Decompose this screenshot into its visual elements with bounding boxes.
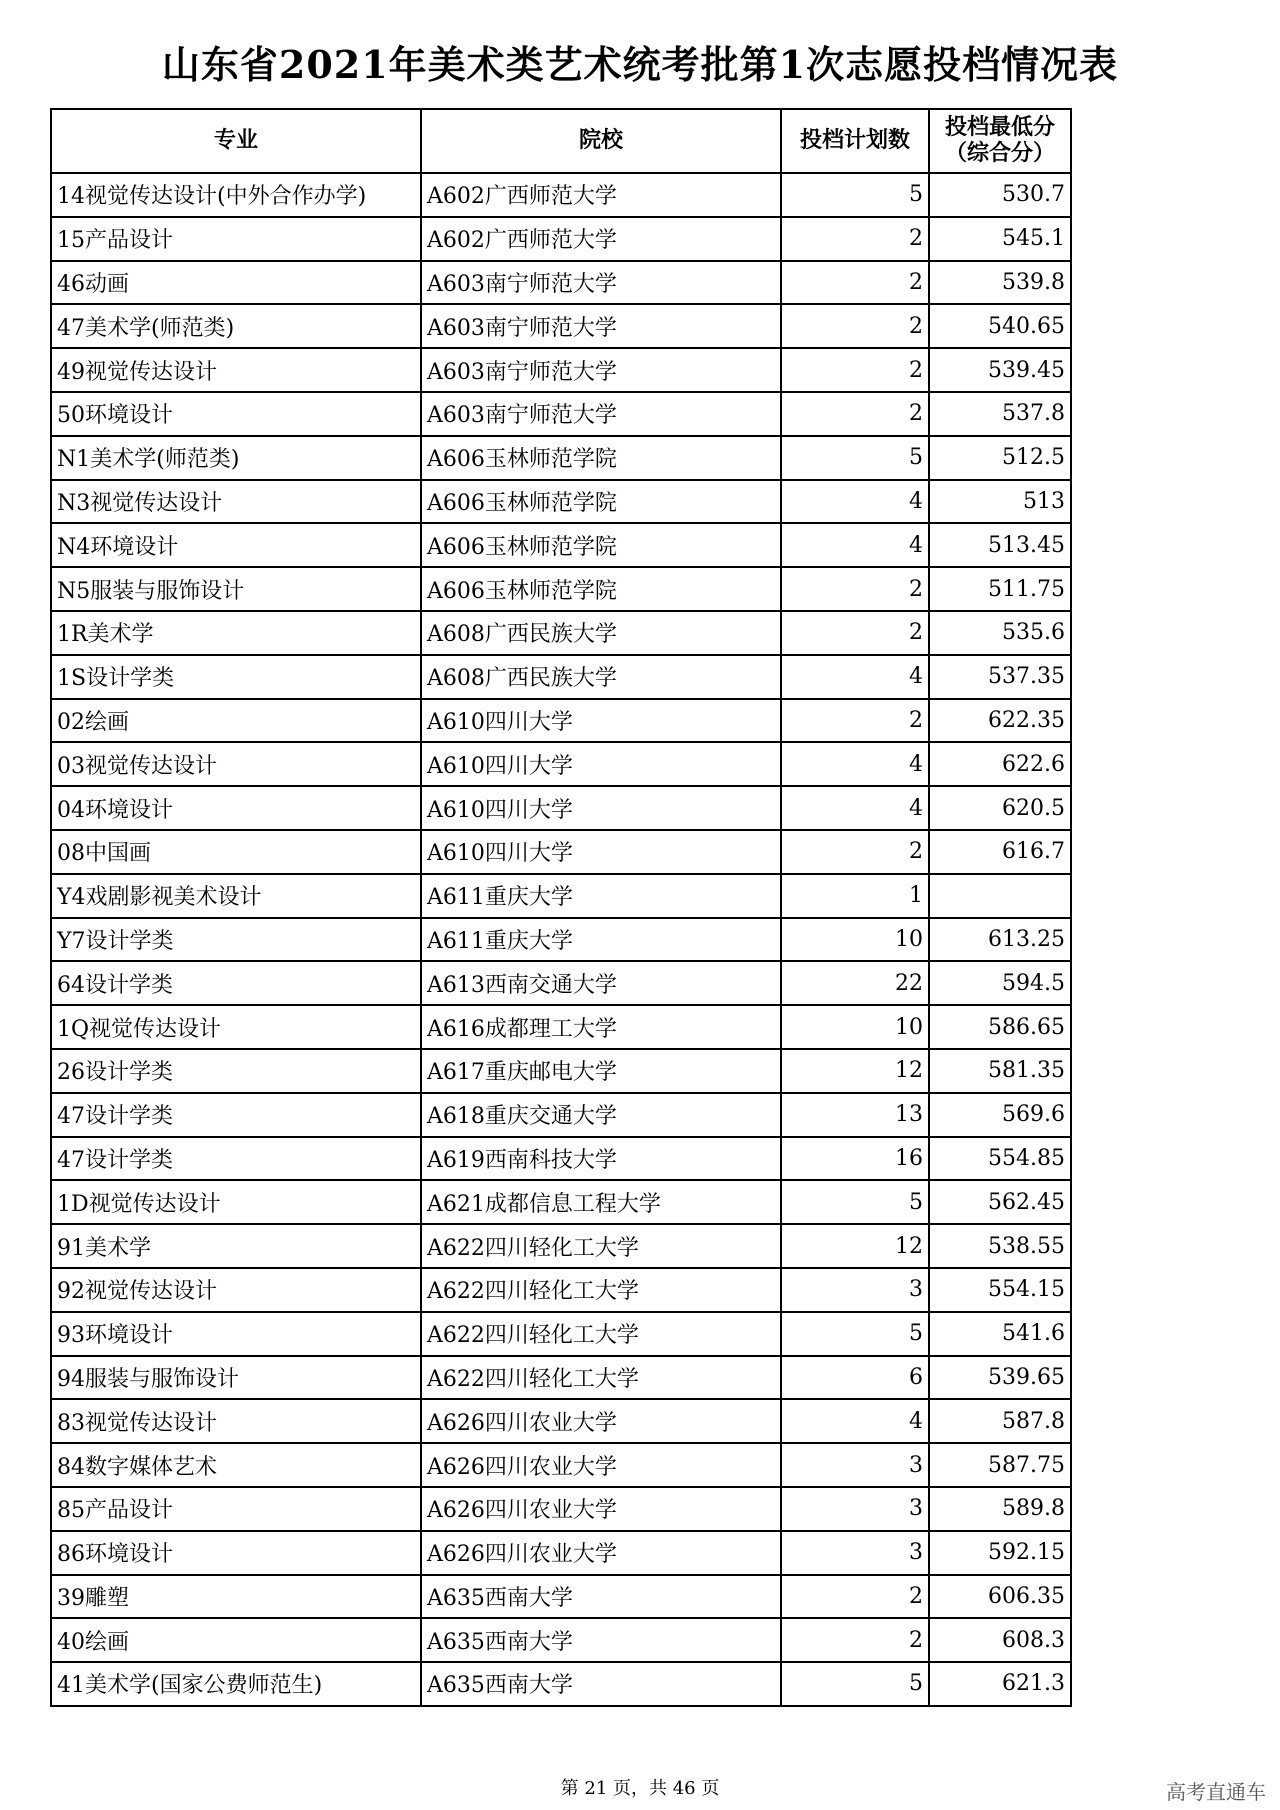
cell-min-score: 608.3	[929, 1618, 1071, 1662]
cell-major: 92视觉传达设计	[51, 1268, 421, 1312]
cell-major: 46动画	[51, 261, 421, 305]
cell-plan: 5	[781, 1180, 929, 1224]
cell-school: A626四川农业大学	[421, 1487, 781, 1531]
cell-school: A606玉林师范学院	[421, 480, 781, 524]
cell-major: 03视觉传达设计	[51, 742, 421, 786]
cell-min-score: 539.8	[929, 261, 1071, 305]
cell-plan: 10	[781, 1005, 929, 1049]
cell-min-score: 587.75	[929, 1443, 1071, 1487]
cell-school: A610四川大学	[421, 742, 781, 786]
cell-plan: 5	[781, 436, 929, 480]
table-row	[51, 1049, 1071, 1093]
header-major: 专业	[51, 109, 421, 173]
cell-major: 40绘画	[51, 1618, 421, 1662]
table-row	[51, 261, 1071, 305]
cell-min-score: 530.7	[929, 173, 1071, 217]
table-row	[51, 1618, 1071, 1662]
cell-major: 49视觉传达设计	[51, 348, 421, 392]
cell-school: A616成都理工大学	[421, 1005, 781, 1049]
cell-major: 85产品设计	[51, 1487, 421, 1531]
cell-plan: 4	[781, 742, 929, 786]
cell-school: A608广西民族大学	[421, 655, 781, 699]
table-row	[51, 304, 1071, 348]
cell-min-score: 512.5	[929, 436, 1071, 480]
cell-plan: 2	[781, 611, 929, 655]
header-plan: 投档计划数	[781, 109, 929, 173]
cell-min-score: 613.25	[929, 918, 1071, 962]
table-row	[51, 1312, 1071, 1356]
cell-plan: 2	[781, 348, 929, 392]
cell-major: N5服装与服饰设计	[51, 567, 421, 611]
cell-school: A622四川轻化工大学	[421, 1356, 781, 1400]
table-row	[51, 1399, 1071, 1443]
cell-major: 86环境设计	[51, 1531, 421, 1575]
table-row	[51, 567, 1071, 611]
cell-min-score: 606.35	[929, 1575, 1071, 1619]
cell-plan: 13	[781, 1093, 929, 1137]
cell-min-score: 541.6	[929, 1312, 1071, 1356]
cell-major: 47设计学类	[51, 1093, 421, 1137]
cell-plan: 2	[781, 1575, 929, 1619]
table-row	[51, 1356, 1071, 1400]
cell-plan: 12	[781, 1224, 929, 1268]
cell-school: A611重庆大学	[421, 874, 781, 918]
cell-major: 83视觉传达设计	[51, 1399, 421, 1443]
cell-plan: 4	[781, 480, 929, 524]
cell-school: A617重庆邮电大学	[421, 1049, 781, 1093]
cell-school: A626四川农业大学	[421, 1531, 781, 1575]
table-row	[51, 1180, 1071, 1224]
table-row	[51, 1662, 1071, 1706]
cell-major: 1Q视觉传达设计	[51, 1005, 421, 1049]
cell-plan: 2	[781, 699, 929, 743]
page-title: 山东省2021年美术类艺术统考批第1次志愿投档情况表	[161, 42, 1119, 87]
cell-plan: 1	[781, 874, 929, 918]
cell-school: A622四川轻化工大学	[421, 1312, 781, 1356]
cell-school: A626四川农业大学	[421, 1399, 781, 1443]
cell-min-score: 540.65	[929, 304, 1071, 348]
cell-major: 04环境设计	[51, 786, 421, 830]
cell-min-score: 539.45	[929, 348, 1071, 392]
cell-major: 15产品设计	[51, 217, 421, 261]
cell-major: 02绘画	[51, 699, 421, 743]
cell-min-score: 511.75	[929, 567, 1071, 611]
cell-min-score: 545.1	[929, 217, 1071, 261]
cell-school: A603南宁师范大学	[421, 261, 781, 305]
cell-major: 08中国画	[51, 830, 421, 874]
cell-school: A603南宁师范大学	[421, 348, 781, 392]
cell-school: A603南宁师范大学	[421, 392, 781, 436]
cell-plan: 6	[781, 1356, 929, 1400]
cell-school: A608广西民族大学	[421, 611, 781, 655]
table-row	[51, 348, 1071, 392]
table-body	[51, 173, 1071, 1706]
cell-major: 1S设计学类	[51, 655, 421, 699]
cell-plan: 2	[781, 1618, 929, 1662]
cell-major: 94服装与服饰设计	[51, 1356, 421, 1400]
table-row	[51, 1575, 1071, 1619]
cell-plan: 4	[781, 655, 929, 699]
cell-min-score: 589.8	[929, 1487, 1071, 1531]
cell-major: 50环境设计	[51, 392, 421, 436]
cell-plan: 2	[781, 304, 929, 348]
cell-school: A610四川大学	[421, 786, 781, 830]
cell-major: 91美术学	[51, 1224, 421, 1268]
cell-major: N3视觉传达设计	[51, 480, 421, 524]
cell-plan: 10	[781, 918, 929, 962]
cell-school: A619西南科技大学	[421, 1137, 781, 1181]
table-row	[51, 961, 1071, 1005]
admission-table	[50, 108, 1072, 1707]
cell-plan: 2	[781, 217, 929, 261]
cell-major: 26设计学类	[51, 1049, 421, 1093]
cell-major: N4环境设计	[51, 523, 421, 567]
cell-school: A606玉林师范学院	[421, 523, 781, 567]
table-row	[51, 480, 1071, 524]
cell-min-score: 592.15	[929, 1531, 1071, 1575]
table-row	[51, 830, 1071, 874]
cell-min-score: 539.65	[929, 1356, 1071, 1400]
cell-major: 47美术学(师范类)	[51, 304, 421, 348]
cell-min-score: 537.8	[929, 392, 1071, 436]
cell-min-score: 587.8	[929, 1399, 1071, 1443]
cell-min-score: 594.5	[929, 961, 1071, 1005]
cell-plan: 5	[781, 173, 929, 217]
cell-school: A602广西师范大学	[421, 217, 781, 261]
cell-min-score: 616.7	[929, 830, 1071, 874]
cell-school: A603南宁师范大学	[421, 304, 781, 348]
table-row	[51, 1005, 1071, 1049]
cell-plan: 22	[781, 961, 929, 1005]
cell-min-score: 513	[929, 480, 1071, 524]
cell-min-score: 513.45	[929, 523, 1071, 567]
cell-min-score: 554.85	[929, 1137, 1071, 1181]
cell-major: 47设计学类	[51, 1137, 421, 1181]
cell-school: A626四川农业大学	[421, 1443, 781, 1487]
table-row	[51, 1443, 1071, 1487]
cell-plan: 3	[781, 1531, 929, 1575]
cell-min-score: 622.35	[929, 699, 1071, 743]
cell-school: A622四川轻化工大学	[421, 1268, 781, 1312]
cell-plan: 4	[781, 523, 929, 567]
cell-school: A610四川大学	[421, 699, 781, 743]
cell-school: A602广西师范大学	[421, 173, 781, 217]
cell-min-score: 537.35	[929, 655, 1071, 699]
admission-table-container	[50, 108, 1072, 1707]
cell-school: A621成都信息工程大学	[421, 1180, 781, 1224]
cell-min-score: 562.45	[929, 1180, 1071, 1224]
cell-min-score: 538.55	[929, 1224, 1071, 1268]
table-row	[51, 1531, 1071, 1575]
cell-major: 39雕塑	[51, 1575, 421, 1619]
table-row	[51, 1268, 1071, 1312]
cell-school: A622四川轻化工大学	[421, 1224, 781, 1268]
cell-major: 14视觉传达设计(中外合作办学)	[51, 173, 421, 217]
table-row	[51, 392, 1071, 436]
table-row	[51, 1487, 1071, 1531]
cell-major: 64设计学类	[51, 961, 421, 1005]
cell-plan: 5	[781, 1662, 929, 1706]
table-row	[51, 1224, 1071, 1268]
cell-school: A635西南大学	[421, 1662, 781, 1706]
cell-min-score	[929, 874, 1071, 918]
cell-plan: 16	[781, 1137, 929, 1181]
cell-plan: 3	[781, 1268, 929, 1312]
cell-min-score: 554.15	[929, 1268, 1071, 1312]
cell-major: Y7设计学类	[51, 918, 421, 962]
cell-plan: 3	[781, 1443, 929, 1487]
cell-min-score: 620.5	[929, 786, 1071, 830]
table-row	[51, 217, 1071, 261]
cell-min-score: 586.65	[929, 1005, 1071, 1049]
table-row	[51, 173, 1071, 217]
cell-school: A606玉林师范学院	[421, 436, 781, 480]
cell-plan: 4	[781, 786, 929, 830]
cell-plan: 3	[781, 1487, 929, 1531]
cell-school: A610四川大学	[421, 830, 781, 874]
cell-school: A635西南大学	[421, 1618, 781, 1662]
table-row	[51, 918, 1071, 962]
cell-plan: 2	[781, 567, 929, 611]
cell-plan: 4	[781, 1399, 929, 1443]
cell-school: A613西南交通大学	[421, 961, 781, 1005]
cell-plan: 2	[781, 830, 929, 874]
table-row	[51, 523, 1071, 567]
cell-major: 1R美术学	[51, 611, 421, 655]
cell-major: Y4戏剧影视美术设计	[51, 874, 421, 918]
cell-major: 41美术学(国家公费师范生)	[51, 1662, 421, 1706]
cell-school: A611重庆大学	[421, 918, 781, 962]
cell-major: 93环境设计	[51, 1312, 421, 1356]
table-header-row	[51, 109, 1071, 173]
cell-plan: 2	[781, 392, 929, 436]
table-row	[51, 1137, 1071, 1181]
table-row	[51, 742, 1071, 786]
table-row	[51, 436, 1071, 480]
cell-major: 1D视觉传达设计	[51, 1180, 421, 1224]
cell-plan: 2	[781, 261, 929, 305]
cell-school: A606玉林师范学院	[421, 567, 781, 611]
table-row	[51, 655, 1071, 699]
table-row	[51, 611, 1071, 655]
table-row	[51, 786, 1071, 830]
header-min-score-line1: 投档最低分	[944, 115, 1055, 140]
cell-min-score: 535.6	[929, 611, 1071, 655]
cell-plan: 5	[781, 1312, 929, 1356]
cell-plan: 12	[781, 1049, 929, 1093]
cell-school: A618重庆交通大学	[421, 1093, 781, 1137]
header-school: 院校	[421, 109, 781, 173]
cell-major: 84数字媒体艺术	[51, 1443, 421, 1487]
cell-min-score: 569.6	[929, 1093, 1071, 1137]
cell-min-score: 622.6	[929, 742, 1071, 786]
cell-school: A635西南大学	[421, 1575, 781, 1619]
cell-min-score: 621.3	[929, 1662, 1071, 1706]
header-min-score-line2: （综合分）	[944, 141, 1055, 166]
watermark: 高考直通车	[1166, 1780, 1266, 1804]
cell-major: N1美术学(师范类)	[51, 436, 421, 480]
header-min-score	[929, 109, 1071, 173]
cell-min-score: 581.35	[929, 1049, 1071, 1093]
table-row	[51, 874, 1071, 918]
table-row	[51, 1093, 1071, 1137]
page-footer: 第 21 页，共 46 页	[560, 1778, 720, 1799]
table-row	[51, 699, 1071, 743]
